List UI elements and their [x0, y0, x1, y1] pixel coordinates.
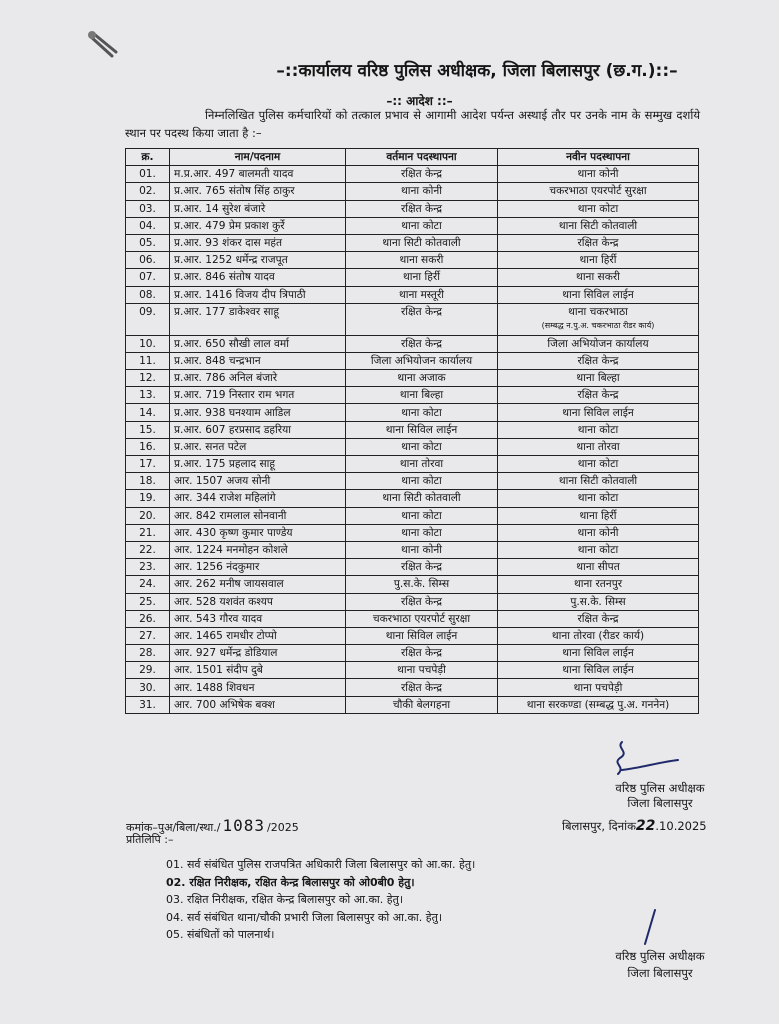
cell-sn: 15. [126, 421, 170, 438]
table-row [126, 183, 699, 200]
cell-sn: 18. [126, 473, 170, 490]
cell-sn: 11. [126, 352, 170, 369]
cell-current-posting: थाना कोनी [346, 541, 498, 558]
cell-name: प्र.आर. 765 संतोष सिंह ठाकुर [170, 183, 346, 200]
cell-sn: 06. [126, 252, 170, 269]
cell-name: प्र.आर. 848 चन्द्रभान [170, 352, 346, 369]
cell-name: प्र.आर. 846 संतोष यादव [170, 269, 346, 286]
cell-current-posting: रक्षित केन्द्र [346, 335, 498, 352]
column-header-current-posting: वर्तमान पदस्थापना [346, 149, 498, 166]
column-header-sn: क्र. [126, 149, 170, 166]
cell-new-posting: थाना पचपेड़ी [498, 679, 699, 696]
copy-to-item: 03. रक्षित निरीक्षक, रक्षित केन्द्र बिलासपुर को आ.का. हेतु। [166, 893, 404, 906]
cell-new-posting: थाना कोनी [498, 166, 699, 183]
cell-current-posting: थाना बिल्हा [346, 387, 498, 404]
table-row [126, 352, 699, 369]
cell-current-posting: थाना सिविल लाईन [346, 421, 498, 438]
cell-name: आर. 1507 अजय सोनी [170, 473, 346, 490]
cell-new-posting: थाना सिविल लाईन [498, 404, 699, 421]
cell-name: आर. 543 गौरव यादव [170, 610, 346, 627]
cell-new-posting: थाना कोटा [498, 490, 699, 507]
cell-sn: 25. [126, 593, 170, 610]
copy-to-item: 04. सर्व संबंधित थाना/चौकी प्रभारी जिला बिलासपुर को आ.का. हेतु। [166, 910, 443, 924]
table-row [126, 166, 699, 183]
cell-sn: 02. [126, 183, 170, 200]
table-row [126, 404, 699, 421]
cell-current-posting: पु.स.के. सिम्स [346, 576, 498, 593]
cell-sn: 23. [126, 559, 170, 576]
cell-sn: 09. [126, 303, 170, 335]
cell-name: आर. 842 रामलाल सोनवानी [170, 507, 346, 524]
cell-name: प्र.आर. 479 प्रेम प्रकाश कुर्रे [170, 217, 346, 234]
cell-current-posting: रक्षित केन्द्र [346, 645, 498, 662]
cell-sn: 24. [126, 576, 170, 593]
cell-new-posting: रक्षित केन्द्र [498, 610, 699, 627]
cell-new-posting: थाना सिटी कोतवाली [498, 473, 699, 490]
table-row [126, 370, 699, 387]
cell-new-posting: थाना सीपत [498, 559, 699, 576]
cell-current-posting: थाना कोटा [346, 507, 498, 524]
table-row [126, 438, 699, 455]
signature-mark [600, 740, 700, 780]
copy-to-item: 01. सर्व संबंधित पुलिस राजपत्रित अधिकारी जिला बिलासपुर को आ.का. हेतु। [166, 858, 476, 871]
cell-new-posting: थाना चकरभाठा (सम्बद्ध न.पु.अ. चकरभाठा रीडर कार्य) [498, 303, 699, 335]
copy-to-item: 02. रक्षित निरीक्षक, रक्षित केन्द्र बिलासपुर को ओ0बी0 हेतु। [166, 875, 415, 889]
table-row [126, 303, 699, 335]
cell-current-posting: रक्षित केन्द्र [346, 593, 498, 610]
cell-new-posting: थाना तोरवा (रीडर कार्य) [498, 627, 699, 644]
cell-name: प्र.आर. 177 डाकेश्वर साहू [170, 303, 346, 335]
signatory-designation-copy: वरिष्ठ पुलिस अधीक्षक जिला बिलासपुर [615, 949, 705, 980]
table-row [126, 541, 699, 558]
table-row [126, 421, 699, 438]
table-row [126, 559, 699, 576]
cell-sn: 19. [126, 490, 170, 507]
cell-sn: 08. [126, 286, 170, 303]
table-row [126, 387, 699, 404]
cell-sn: 21. [126, 524, 170, 541]
cell-new-posting: रक्षित केन्द्र [498, 387, 699, 404]
order-number-value: 1083 [222, 816, 265, 835]
table-row [126, 252, 699, 269]
cell-name: प्र.आर. सनत पटेल [170, 438, 346, 455]
table-row [126, 679, 699, 696]
table-row [126, 473, 699, 490]
cell-new-posting: थाना सिटी कोतवाली [498, 217, 699, 234]
table-row [126, 456, 699, 473]
table-row [126, 269, 699, 286]
cell-current-posting: चकरभाठा एयरपोर्ट सुरक्षा [346, 610, 498, 627]
table-row [126, 335, 699, 352]
cell-sn: 01. [126, 166, 170, 183]
cell-sn: 26. [126, 610, 170, 627]
transfer-table [125, 148, 699, 714]
cell-new-posting: थाना कोटा [498, 200, 699, 217]
copy-to-heading: प्रतिलिपि :– [126, 833, 174, 846]
cell-sn: 07. [126, 269, 170, 286]
cell-name: प्र.आर. 650 सौखी लाल वर्मा [170, 335, 346, 352]
cell-new-posting: चकरभाठा एयरपोर्ट सुरक्षा [498, 183, 699, 200]
table-row [126, 286, 699, 303]
cell-new-posting: पु.स.के. सिम्स [498, 593, 699, 610]
cell-name: प्र.आर. 1252 धर्मेन्द्र राजपूत [170, 252, 346, 269]
cell-current-posting: जिला अभियोजन कार्यालय [346, 352, 498, 369]
cell-sn: 30. [126, 679, 170, 696]
table-row [126, 507, 699, 524]
cell-name: प्र.आर. 14 सुरेश बंजारे [170, 200, 346, 217]
initial-mark [640, 908, 660, 948]
cell-name: आर. 927 धर्मेन्द्र डोडियाल [170, 645, 346, 662]
cell-name: प्र.आर. 93 शंकर दास महंत [170, 234, 346, 251]
table-row [126, 200, 699, 217]
table-row [126, 576, 699, 593]
cell-sn: 31. [126, 696, 170, 713]
cell-current-posting: थाना सिटी कोतवाली [346, 234, 498, 251]
cell-current-posting: रक्षित केन्द्र [346, 679, 498, 696]
cell-sn: 14. [126, 404, 170, 421]
cell-new-posting: थाना कोटा [498, 421, 699, 438]
posting-note: (सम्बद्ध न.पु.अ. चकरभाठा रीडर कार्य) [541, 320, 655, 330]
table-row [126, 610, 699, 627]
table-body [126, 166, 699, 714]
cell-new-posting: थाना सिविल लाईन [498, 662, 699, 679]
cell-name: प्र.आर. 938 घनश्याम आडिल [170, 404, 346, 421]
cell-current-posting: थाना तोरवा [346, 456, 498, 473]
cell-name: म.प्र.आर. 497 बालमती यादव [170, 166, 346, 183]
copy-to-list [166, 856, 475, 944]
cell-current-posting: रक्षित केन्द्र [346, 166, 498, 183]
column-header-name: नाम/पदनाम [170, 149, 346, 166]
cell-name: आर. 1488 शिवधन [170, 679, 346, 696]
order-date: बिलासपुर, दिनांक22.10.2025 [562, 818, 707, 834]
order-heading: –:: आदेश ::– [386, 94, 453, 108]
cell-current-posting: रक्षित केन्द्र [346, 200, 498, 217]
cell-name: प्र.आर. 786 अनिल बंजारे [170, 370, 346, 387]
cell-current-posting: रक्षित केन्द्र [346, 559, 498, 576]
cell-new-posting: रक्षित केन्द्र [498, 352, 699, 369]
cell-name: आर. 1224 मनमोहन कोशले [170, 541, 346, 558]
cell-sn: 29. [126, 662, 170, 679]
table-header-row [126, 149, 699, 166]
cell-name: प्र.आर. 175 प्रहलाद साहू [170, 456, 346, 473]
intro-paragraph: निम्नलिखित पुलिस कर्मचारियों को तत्काल प्रभाव से आगामी आदेश पर्यन्त अस्थाई तौर पर उनके नाम के सम्मुख दर्शाये स्थान पर पदस्थ किया जाता है :– [125, 108, 700, 140]
cell-sn: 04. [126, 217, 170, 234]
table-row [126, 662, 699, 679]
cell-sn: 16. [126, 438, 170, 455]
cell-sn: 13. [126, 387, 170, 404]
cell-name: आर. 262 मनीष जायसवाल [170, 576, 346, 593]
cell-new-posting: थाना कोटा [498, 541, 699, 558]
cell-current-posting: थाना कोनी [346, 183, 498, 200]
cell-current-posting: थाना सिविल लाईन [346, 627, 498, 644]
cell-new-posting: थाना सरकण्डा (सम्बद्ध पु.अ. गननेन) [498, 696, 699, 713]
cell-sn: 05. [126, 234, 170, 251]
table-row [126, 234, 699, 251]
cell-current-posting: थाना कोटा [346, 217, 498, 234]
cell-new-posting: थाना कोटा [498, 456, 699, 473]
cell-sn: 03. [126, 200, 170, 217]
cell-name: आर. 700 अभिषेक बक्श [170, 696, 346, 713]
cell-new-posting: थाना कोनी [498, 524, 699, 541]
cell-name: प्र.आर. 719 निस्तार राम भगत [170, 387, 346, 404]
cell-sn: 27. [126, 627, 170, 644]
table-row [126, 696, 699, 713]
signatory-designation: वरिष्ठ पुलिस अधीक्षक जिला बिलासपुर [615, 781, 705, 810]
cell-sn: 20. [126, 507, 170, 524]
cell-new-posting: थाना बिल्हा [498, 370, 699, 387]
cell-sn: 22. [126, 541, 170, 558]
cell-name: आर. 1465 रामधीर टोप्पो [170, 627, 346, 644]
cell-name: आर. 1501 संदीप दुबे [170, 662, 346, 679]
cell-current-posting: थाना मस्तूरी [346, 286, 498, 303]
cell-new-posting: थाना सिविल लाईन [498, 286, 699, 303]
cell-sn: 12. [126, 370, 170, 387]
cell-current-posting: थाना कोटा [346, 438, 498, 455]
table-row [126, 490, 699, 507]
cell-name: प्र.आर. 1416 विजय दीप त्रिपाठी [170, 286, 346, 303]
copy-to-item: 05. संबंधितों को पालनार्थ। [166, 928, 275, 941]
cell-new-posting: थाना सकरी [498, 269, 699, 286]
cell-sn: 17. [126, 456, 170, 473]
cell-new-posting: थाना तोरवा [498, 438, 699, 455]
cell-sn: 28. [126, 645, 170, 662]
table-row [126, 593, 699, 610]
cell-current-posting: थाना पचपेड़ी [346, 662, 498, 679]
cell-current-posting: थाना सिटी कोतवाली [346, 490, 498, 507]
cell-current-posting: थाना कोटा [346, 524, 498, 541]
table-row [126, 217, 699, 234]
cell-current-posting: थाना अजाक [346, 370, 498, 387]
cell-current-posting: चौकी बेलगहना [346, 696, 498, 713]
cell-current-posting: थाना कोटा [346, 404, 498, 421]
cell-sn: 10. [126, 335, 170, 352]
cell-name: आर. 430 कृष्ण कुमार पाण्डेय [170, 524, 346, 541]
order-number: कमांक–पुअ/बिला/स्था./ 1083 /2025 [126, 816, 299, 835]
cell-new-posting: थाना रतनपुर [498, 576, 699, 593]
office-title: –::कार्यालय वरिष्ठ पुलिस अधीक्षक, जिला बिलासपुर (छ.ग.)::– [276, 61, 678, 81]
table-row [126, 627, 699, 644]
cell-current-posting: रक्षित केन्द्र [346, 303, 498, 335]
column-header-new-posting: नवीन पदस्थापना [498, 149, 699, 166]
cell-name: प्र.आर. 607 हरप्रसाद डहरिया [170, 421, 346, 438]
cell-name: आर. 528 यशवंत कश्यप [170, 593, 346, 610]
cell-name: आर. 344 राजेश महिलांगे [170, 490, 346, 507]
cell-name: आर. 1256 नंदकुमार [170, 559, 346, 576]
table-row [126, 524, 699, 541]
cell-new-posting: रक्षित केन्द्र [498, 234, 699, 251]
table-row [126, 645, 699, 662]
cell-current-posting: थाना सकरी [346, 252, 498, 269]
cell-new-posting: थाना सिविल लाईन [498, 645, 699, 662]
cell-new-posting: थाना हिर्री [498, 507, 699, 524]
cell-new-posting: थाना हिर्री [498, 252, 699, 269]
cell-new-posting: जिला अभियोजन कार्यालय [498, 335, 699, 352]
cell-current-posting: थाना कोटा [346, 473, 498, 490]
cell-current-posting: थाना हिर्री [346, 269, 498, 286]
